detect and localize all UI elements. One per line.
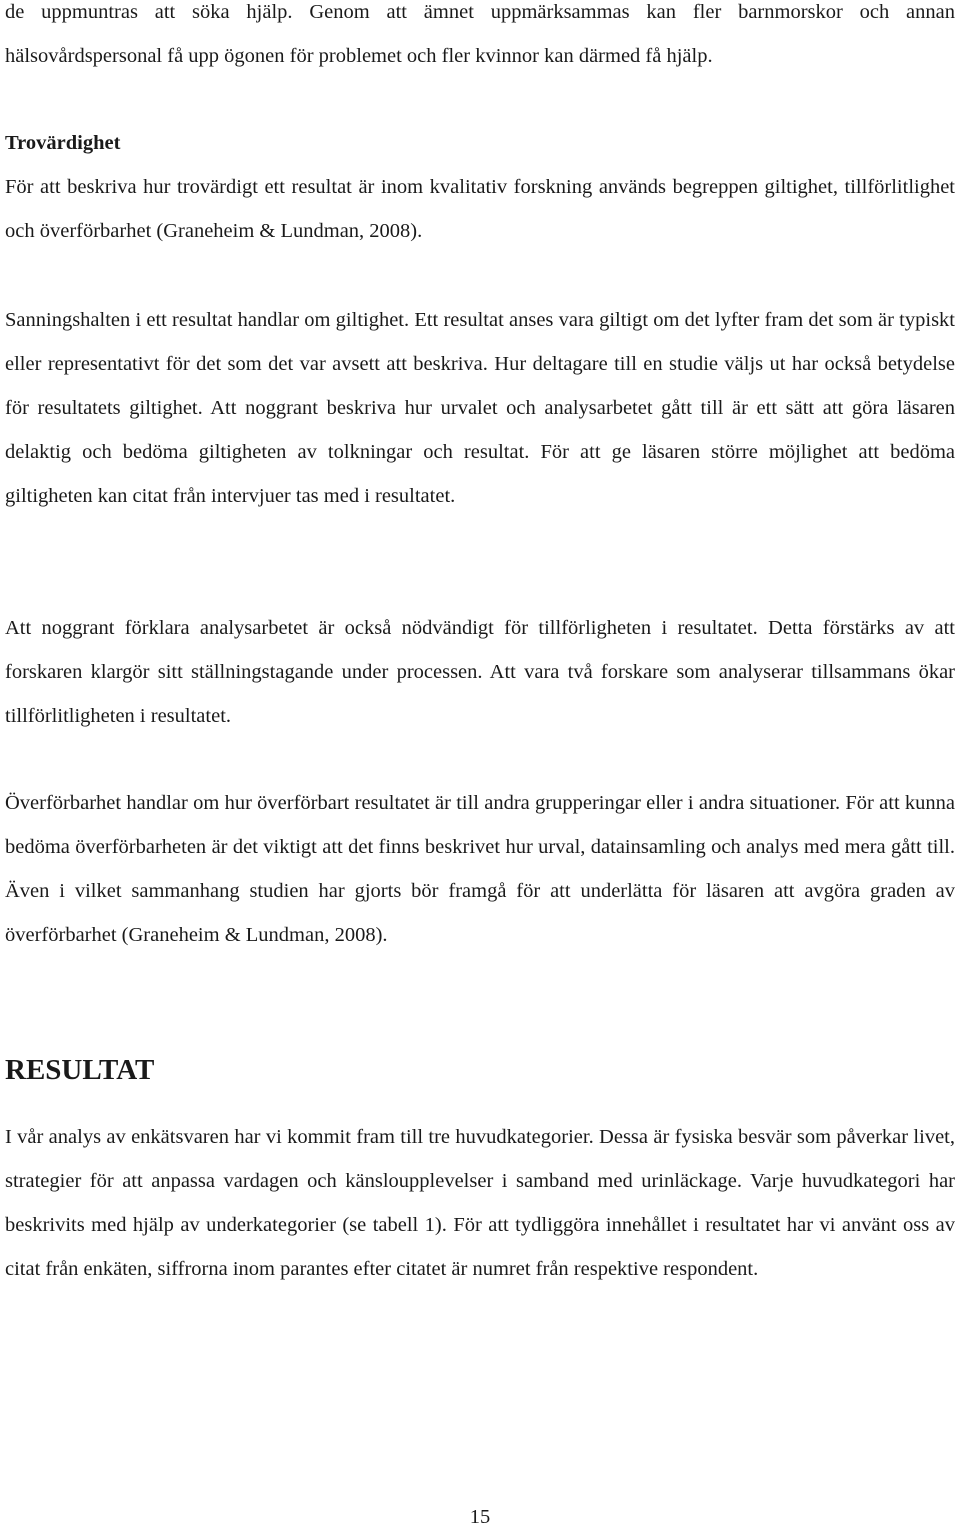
intro-paragraph: de uppmuntras att söka hjälp. Genom att ämnet uppmärksammas kan fler barnmorskor och annan hälsovårdspersonal få upp ögonen för problemet och fler kvinnor kan därmed få hjälp. — [5, 1, 955, 67]
results-paragraph: I vår analys av enkätsvaren har vi kommit fram till tre huvudkategorier. Dessa är fysiska besvär som påverkar livet, strategier för att anpassa vardagen och känsloupplevelser i samband med urinläckage. Varje huvudkategori har beskrivits med hjälp av underkategorier (se tabell 1). För att tydliggöra innehållet i resultatet har vi använt oss av citat från enkäten, siffrorna inom parantes efter citatet är numret från respektive respondent. — [5, 1126, 955, 1280]
validity-paragraph: Sanningshalten i ett resultat handlar om giltighet. Ett resultat anses vara giltigt om det lyfter fram det som är typiskt eller representativt för det som det var avsett att beskriva. Hur deltagare till en studie väljs ut har också betydelse för resultatets giltighet. Att noggrant beskriva hur urvalet och analysarbetet gått till är ett sätt att göra läsaren delaktig och bedöma giltigheten av tolkningar och resultat. För att ge läsaren större möjlighet att bedöma giltigheten kan citat från intervjuer tas med i resultatet. — [5, 309, 955, 507]
results-heading: RESULTAT — [5, 1054, 155, 1086]
trustworthiness-paragraph: För att beskriva hur trovärdigt ett resultat är inom kvalitativ forskning används begreppen giltighet, tillförlitlighet och överförbarhet (Graneheim & Lundman, 2008). — [5, 176, 955, 242]
reliability-paragraph: Att noggrant förklara analysarbetet är också nödvändigt för tillförligheten i resultatet. Detta förstärks av att forskaren klargör sitt ställningstagande under processen. Att vara två forskare som analyserar tillsammans ökar tillförlitligheten i resultatet. — [5, 617, 955, 727]
page-number: 15 — [469, 1506, 491, 1528]
transferability-paragraph: Överförbarhet handlar om hur överförbart resultatet är till andra grupperingar eller i andra situationer. För att kunna bedöma överförbarheten är det viktigt att det finns beskrivet hur urval, datainsamling och analys med mera gått till. Även i vilket sammanhang studien har gjorts bör framgå för att underlätta för läsaren att avgöra graden av överförbarhet (Graneheim & Lundman, 2008). — [5, 792, 955, 946]
trustworthiness-heading: Trovärdighet — [5, 132, 121, 154]
